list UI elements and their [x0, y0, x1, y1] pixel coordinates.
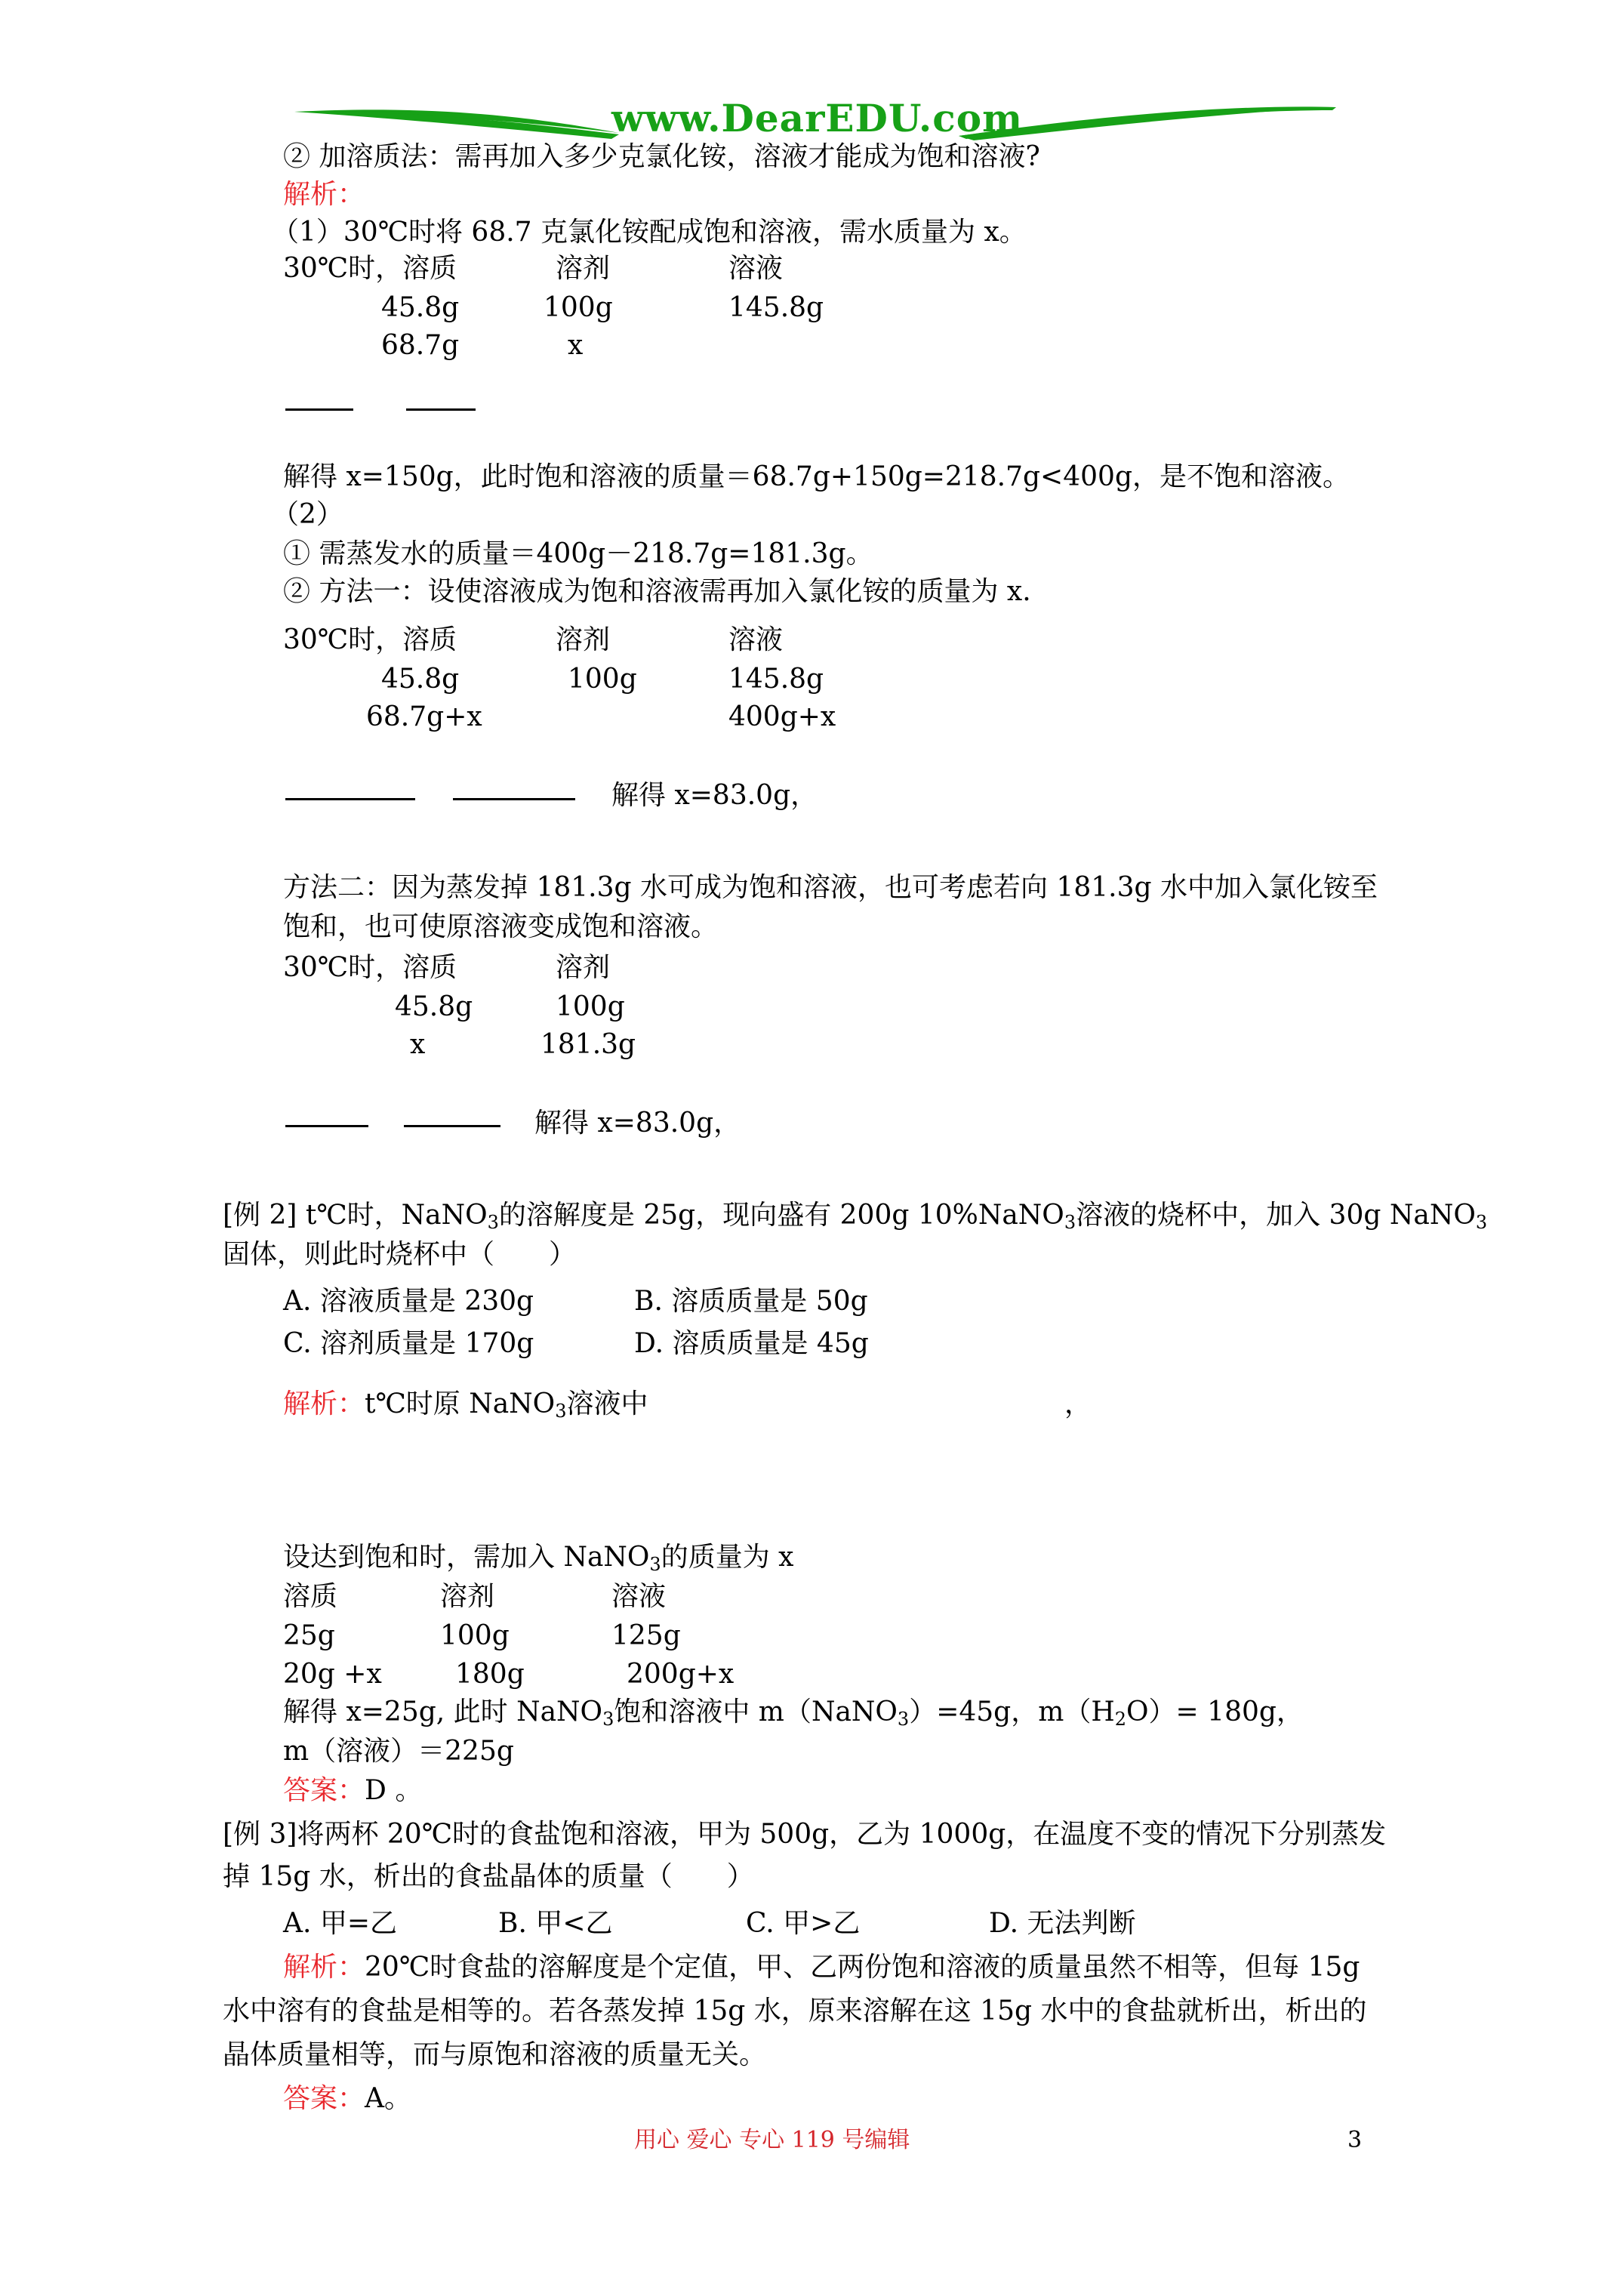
ex2-analysis: 解析：t℃时原 NaNO$_3$溶液中: [283, 1388, 648, 1422]
fraction-bar: [285, 408, 353, 411]
t1-header-solvent: 溶剂: [556, 253, 611, 284]
t4-r2c2: 200g+x: [627, 1659, 735, 1690]
t1-header-solution: 溶液: [728, 253, 784, 284]
ex3-analysis-line2: 水中溶有的食盐是相等的。若各蒸发掉 15g 水，原来溶解在这 15g 水中的食盐就析出，析出的: [223, 1996, 1367, 2026]
ex3-question-line2: 掉 15g 水，析出的食盐晶体的质量（ ）: [223, 1861, 754, 1892]
t1-r2c1: x: [568, 330, 584, 361]
ex2-option-c: C. 溶剂质量是 170g: [283, 1328, 534, 1359]
t3-r2c0: x: [410, 1029, 426, 1060]
t4-r1c1: 100g: [440, 1620, 510, 1651]
t4-r2c0: 20g +x: [283, 1659, 382, 1690]
t1-r1c2: 145.8g: [728, 292, 824, 323]
t3-r1c1: 100g: [556, 991, 625, 1022]
t2-r2c2: 400g+x: [728, 701, 836, 732]
ex3-option-c: C. 甲>乙: [746, 1908, 861, 1939]
t2-r1c1: 100g: [568, 664, 637, 695]
method2-question: ② 加溶质法：需再加入多少克氯化铵，溶液才能成为饱和溶液?: [283, 141, 1040, 172]
t1-header-solute: 30℃时，溶质: [283, 253, 457, 284]
t4-header-solute: 溶质: [283, 1581, 338, 1612]
t4-r1c0: 25g: [283, 1620, 335, 1651]
ex3-option-d: D. 无法判断: [989, 1908, 1136, 1939]
step1: ① 需蒸发水的质量＝400g－218.7g=181.3g。: [283, 538, 873, 569]
t3-header-solvent: 溶剂: [556, 952, 611, 983]
result1: 解得 x=150g，此时饱和溶液的质量＝68.7g+150g=218.7g<400g，是不饱和溶液。: [283, 461, 1350, 492]
t2-header-solvent: 溶剂: [556, 624, 611, 655]
ex2-setup: 设达到饱和时，需加入 NaNO$_3$的质量为 x: [283, 1542, 794, 1575]
ex3-analysis-line3: 晶体质量相等，而与原饱和溶液的质量无关。: [223, 2039, 767, 2070]
t4-r1c2: 125g: [611, 1620, 681, 1651]
method2-line2: 饱和，也可使原溶液变成饱和溶液。: [283, 911, 719, 942]
t4-header-solvent: 溶剂: [440, 1581, 495, 1612]
ex2-result-line2: m（溶液）＝225g: [283, 1736, 514, 1767]
ex2-analysis-comma: ，: [1064, 1388, 1092, 1419]
analysis-label: 解析：: [283, 179, 365, 210]
ex2-result-line1: 解得 x=25g, 此时 NaNO$_3$饱和溶液中 m（NaNO$_3$）=45g，$m(H_2O)= 180g$，: [283, 1697, 1304, 1730]
solve3: 解得 x=83.0g，: [534, 1108, 741, 1139]
t2-header-solute: 30℃时，溶质: [283, 624, 457, 655]
t3-r1c0: 45.8g: [395, 991, 473, 1022]
t1-r1c1: 100g: [544, 292, 613, 323]
ex3-option-a: A. 甲=乙: [283, 1908, 398, 1939]
fraction-bar: [406, 408, 476, 411]
t2-r1c2: 145.8g: [728, 664, 824, 695]
fraction-bar: [404, 1125, 500, 1127]
ex2-question-line1: [例 2] t℃时，NaNO$_3$的溶解度是 25g，现向盛有 200g 10%NaNO$_3$溶液的烧杯中，加入 30g NaNO$_3$: [223, 1200, 1488, 1233]
step2: ② 方法一：设使溶液成为饱和溶液需再加入氯化铵的质量为 x.: [283, 576, 1031, 607]
method2-line1: 方法二：因为蒸发掉 181.3g 水可成为饱和溶液，也可考虑若向 181.3g 水中加入氯化铵至: [283, 872, 1378, 903]
part1-intro: （1）30℃时将 68.7 克氯化铵配成饱和溶液，需水质量为 x。: [272, 217, 1027, 248]
t3-r2c1: 181.3g: [540, 1029, 636, 1060]
ex3-option-b: B. 甲<乙: [498, 1908, 613, 1939]
fraction-bar: [285, 1125, 368, 1127]
logo-text: www.DearEDU.com: [611, 96, 1024, 140]
footer-center-text: 用心 爱心 专心 119 号编辑: [634, 2127, 910, 2153]
fraction-bar: [453, 798, 575, 800]
t1-r2c0: 68.7g: [381, 330, 460, 361]
part2-label: （2）: [272, 499, 343, 530]
ex2-option-a: A. 溶液质量是 230g: [283, 1286, 534, 1317]
t1-r1c0: 45.8g: [381, 292, 460, 323]
t4-header-solution: 溶液: [611, 1581, 667, 1612]
ex2-answer: 答案：D 。: [283, 1775, 423, 1806]
ex3-question-line1: [例 3]将两杯 20℃时的食盐饱和溶液，甲为 500g，乙为 1000g，在温度不变的情况下分别蒸发: [223, 1819, 1387, 1850]
page-number: 3: [1347, 2127, 1363, 2153]
ex2-option-b: B. 溶质质量是 50g: [634, 1286, 868, 1317]
t2-header-solution: 溶液: [728, 624, 784, 655]
ex2-option-d: D. 溶质质量是 45g: [634, 1328, 869, 1359]
t2-r1c0: 45.8g: [381, 664, 460, 695]
ex3-answer: 答案：A。: [283, 2083, 412, 2114]
ex2-question-line2: 固体，则此时烧杯中（ ）: [223, 1239, 577, 1270]
solve2: 解得 x=83.0g，: [611, 780, 818, 811]
t3-header-solute: 30℃时，溶质: [283, 952, 457, 983]
fraction-bar: [285, 798, 415, 800]
ex3-analysis-line1: 解析：20℃时食盐的溶解度是个定值，甲、乙两份饱和溶液的质量虽然不相等，但每 15g: [283, 1952, 1360, 1983]
t2-r2c0: 68.7g+x: [366, 701, 482, 732]
t4-r2c1: 180g: [455, 1659, 525, 1690]
